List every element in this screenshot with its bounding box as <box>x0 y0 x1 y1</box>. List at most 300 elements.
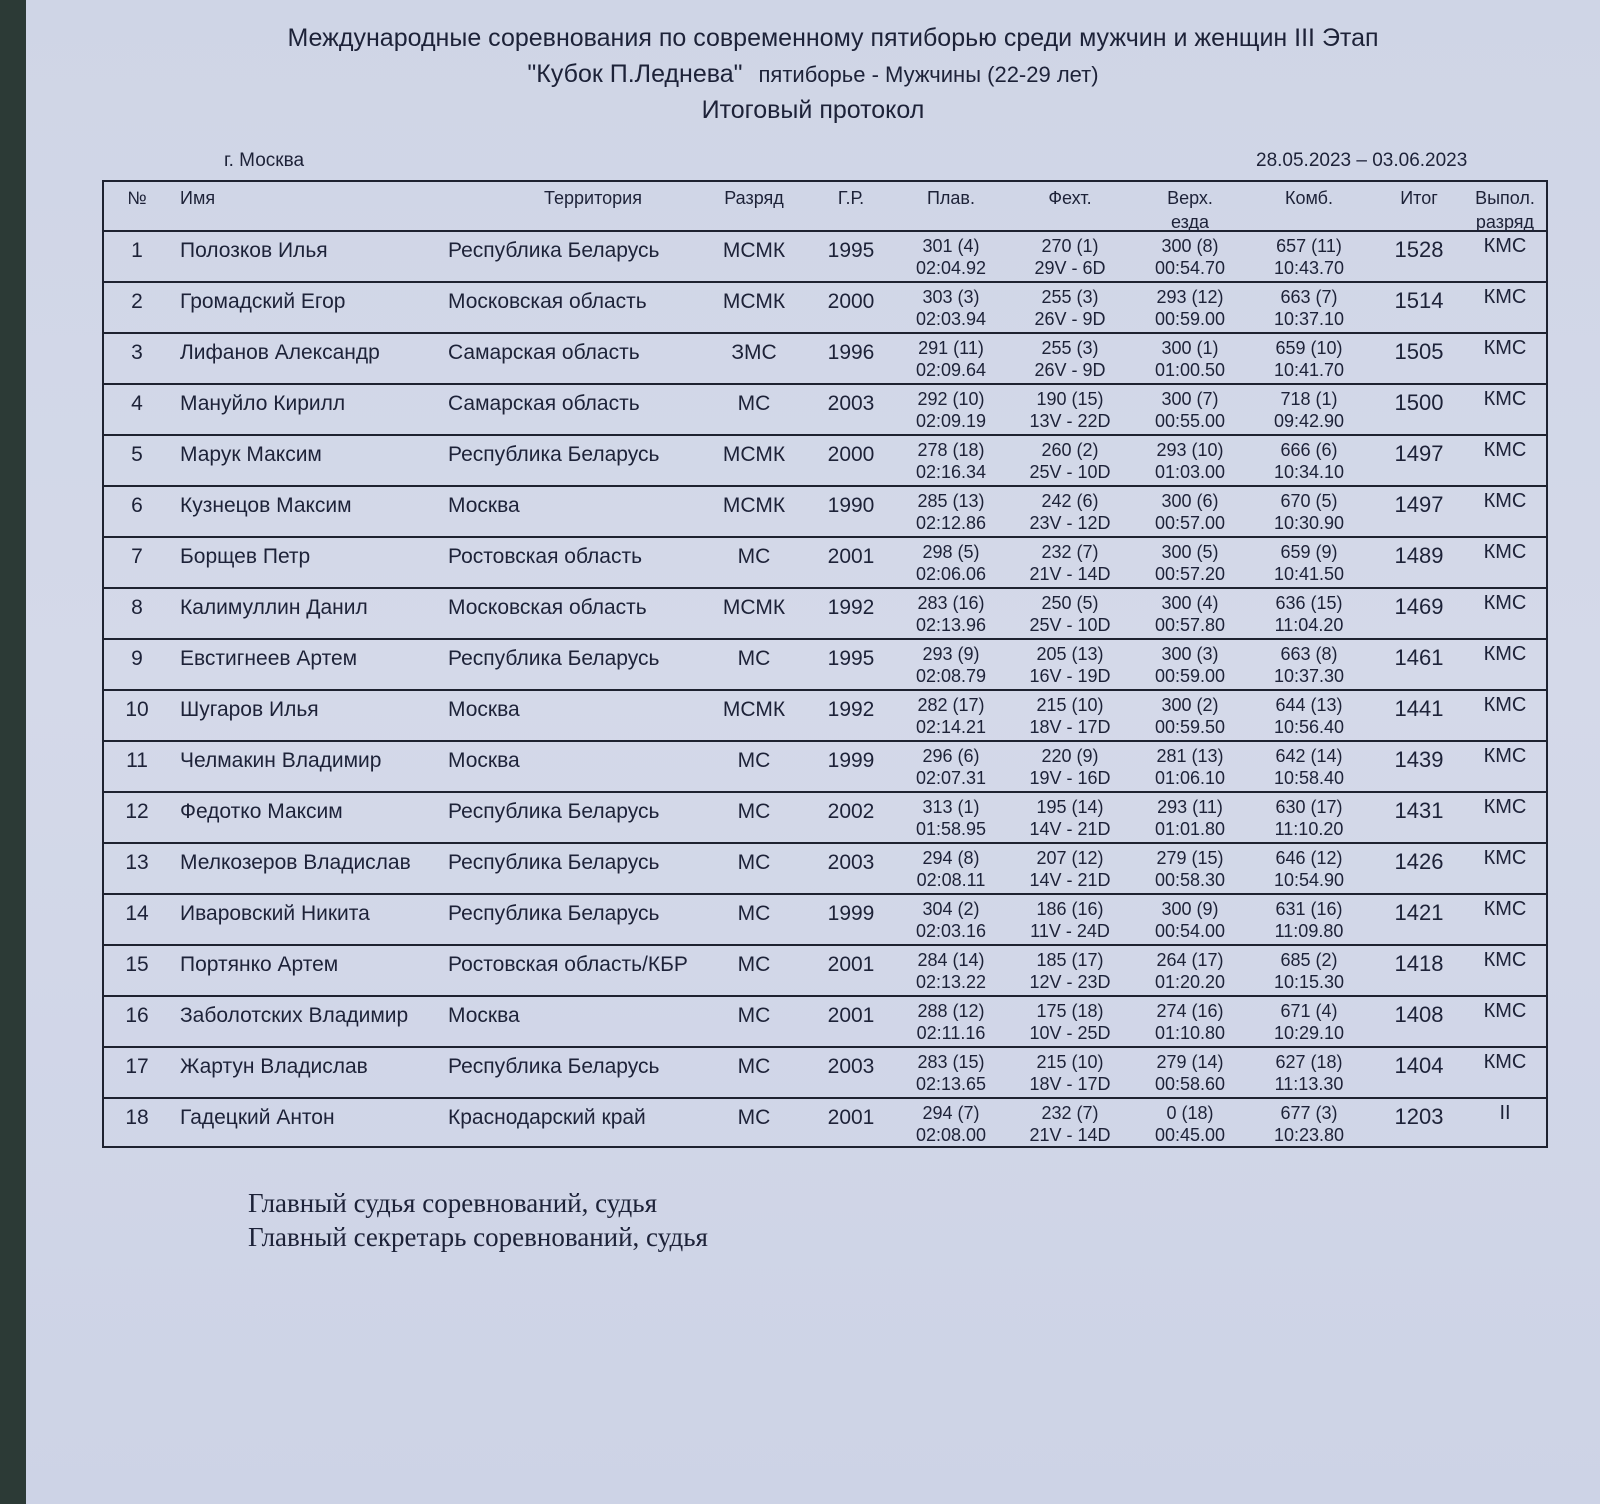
cell-num: 3 <box>131 341 143 364</box>
cell-ride <box>1130 745 1250 789</box>
cell-name: Гадецкий Антон <box>180 1106 335 1129</box>
table-row <box>104 895 1546 946</box>
cell-comb <box>1244 643 1374 687</box>
cell-fence-points: 260 (2) <box>1041 440 1099 460</box>
cell-rank: МСМК <box>722 698 786 721</box>
cell-ride-points: 300 (1) <box>1161 338 1219 358</box>
cell-ride-points: 300 (2) <box>1161 695 1219 715</box>
cell-comb <box>1244 388 1374 432</box>
cell-comb-points: 685 (2) <box>1280 950 1338 970</box>
cell-swim-points: 292 (10) <box>917 389 985 409</box>
cell-fence-result: 11V - 24D <box>1030 921 1110 941</box>
cell-swim <box>896 490 1006 534</box>
cell-fence-points: 195 (14) <box>1036 797 1104 817</box>
cell-territory: Московская область <box>448 290 647 313</box>
cell-territory: Республика Беларусь <box>448 902 660 925</box>
cell-fence-points: 215 (10) <box>1036 695 1104 715</box>
cell-comb <box>1244 1051 1374 1095</box>
protocol-sheet <box>26 0 1600 1504</box>
cell-comb-points: 670 (5) <box>1280 491 1338 511</box>
cell-swim-result: 02:09.19 <box>915 411 987 431</box>
city-label: г. Москва <box>224 150 305 171</box>
table-row <box>104 946 1546 997</box>
cell-ride-points: 300 (9) <box>1161 899 1219 919</box>
cell-grade: КМС <box>1483 643 1527 665</box>
cell-swim-points: 284 (14) <box>917 950 985 970</box>
col-grade <box>1460 186 1550 234</box>
cell-rank: МС <box>737 749 771 772</box>
cell-comb-points: 718 (1) <box>1280 389 1338 409</box>
cell-swim-result: 02:14.21 <box>915 717 987 737</box>
cell-year: 1992 <box>827 698 875 721</box>
cell-rank: МС <box>737 800 771 823</box>
cell-swim-result: 02:09.64 <box>915 360 987 380</box>
col-name: Имя <box>180 188 216 208</box>
cell-swim-result: 02:12.86 <box>915 513 987 533</box>
col-swim: Плав. <box>926 188 975 208</box>
cell-comb <box>1244 235 1374 279</box>
cell-rank: МСМК <box>722 290 786 313</box>
cell-fence <box>1010 1000 1130 1044</box>
cell-year: 1995 <box>827 239 875 262</box>
cell-swim-points: 285 (13) <box>917 491 985 511</box>
cell-rank: МСМК <box>722 239 786 262</box>
table-row <box>104 1048 1546 1099</box>
cell-ride <box>1130 235 1250 279</box>
cell-comb-result: 10:34.10 <box>1273 462 1345 482</box>
cell-comb-points: 644 (13) <box>1275 695 1343 715</box>
cell-comb-points: 659 (9) <box>1280 542 1338 562</box>
cell-swim-result: 02:07.31 <box>915 768 987 788</box>
cell-ride-points: 274 (16) <box>1156 1001 1224 1021</box>
title-competition: Международные соревнования по современному пятиборью среди мужчин и женщин III Этап <box>287 24 1379 52</box>
cell-comb <box>1244 1102 1374 1146</box>
cell-fence <box>1010 694 1130 738</box>
cell-comb-points: 659 (10) <box>1275 338 1343 358</box>
cell-rank: МС <box>737 392 771 415</box>
cell-fence-result: 14V - 21D <box>1029 819 1111 839</box>
cell-swim <box>896 439 1006 483</box>
cell-year: 2003 <box>827 1055 875 1078</box>
cell-ride <box>1130 388 1250 432</box>
cell-total: 1426 <box>1394 849 1444 874</box>
cell-swim <box>896 388 1006 432</box>
cell-num: 13 <box>125 851 149 874</box>
cell-ride-points: 300 (5) <box>1161 542 1219 562</box>
cell-comb-result: 10:58.40 <box>1273 768 1345 788</box>
cell-swim <box>896 235 1006 279</box>
table-row <box>104 487 1546 538</box>
cell-ride-points: 281 (13) <box>1156 746 1224 766</box>
cell-grade: КМС <box>1483 898 1527 920</box>
cell-year: 2001 <box>827 1004 875 1027</box>
cell-grade: КМС <box>1483 235 1527 257</box>
cell-swim <box>896 1000 1006 1044</box>
cell-year: 2000 <box>827 443 875 466</box>
cell-year: 2001 <box>827 953 875 976</box>
cup-name: "Кубок П.Леднева" <box>527 60 743 88</box>
cell-swim <box>896 949 1006 993</box>
cell-name: Федотко Максим <box>180 800 343 823</box>
cell-swim-points: 293 (9) <box>922 644 980 664</box>
cell-fence <box>1010 235 1130 279</box>
cell-territory: Республика Беларусь <box>448 647 660 670</box>
results-table <box>102 180 1548 1148</box>
cell-comb-points: 636 (15) <box>1275 593 1343 613</box>
cell-rank: МС <box>737 1055 771 1078</box>
cell-territory: Москва <box>448 1004 520 1027</box>
cell-swim <box>896 643 1006 687</box>
cell-ride <box>1130 1102 1250 1146</box>
cell-comb-points: 671 (4) <box>1280 1001 1338 1021</box>
table-header <box>104 182 1546 232</box>
cell-grade: КМС <box>1483 337 1527 359</box>
cell-swim <box>896 286 1006 330</box>
cell-year: 2000 <box>827 290 875 313</box>
cell-swim-points: 278 (18) <box>917 440 985 460</box>
cell-comb <box>1244 592 1374 636</box>
cell-name: Мелкозеров Владислав <box>180 851 411 874</box>
cell-rank: МСМК <box>722 596 786 619</box>
cell-name: Иваровский Никита <box>180 902 370 925</box>
cell-fence <box>1010 1051 1130 1095</box>
cell-name: Лифанов Александр <box>180 341 380 364</box>
cell-ride <box>1130 949 1250 993</box>
cell-total: 1439 <box>1394 747 1444 772</box>
cell-num: 7 <box>131 545 143 568</box>
cell-grade: II <box>1499 1102 1511 1124</box>
cell-name: Евстигнеев Артем <box>180 647 358 670</box>
cell-comb-points: 646 (12) <box>1275 848 1343 868</box>
cell-fence-points: 242 (6) <box>1041 491 1099 511</box>
cell-fence-result: 12V - 23D <box>1029 972 1111 992</box>
cell-total: 1497 <box>1394 492 1444 517</box>
cell-swim-points: 313 (1) <box>922 797 980 817</box>
cell-year: 2001 <box>827 1106 875 1129</box>
cell-comb <box>1244 337 1374 381</box>
col-ride-line1: Верх. <box>1167 188 1213 208</box>
table-row <box>104 742 1546 793</box>
cell-grade: КМС <box>1483 1000 1527 1022</box>
cell-grade: КМС <box>1483 694 1527 716</box>
cell-territory: Ростовская область/КБР <box>448 953 688 976</box>
chief-secretary-line: Главный секретарь соревнований, судья <box>248 1222 708 1252</box>
cell-fence-result: 26V - 9D <box>1034 309 1106 329</box>
cell-comb-points: 627 (18) <box>1275 1052 1343 1072</box>
cell-ride-points: 300 (6) <box>1161 491 1219 511</box>
cell-year: 1995 <box>827 647 875 670</box>
cell-total: 1404 <box>1394 1053 1444 1078</box>
col-grade-line1: Выпол. <box>1475 188 1535 208</box>
cell-ride-points: 264 (17) <box>1156 950 1224 970</box>
cell-total: 1408 <box>1394 1002 1444 1027</box>
cell-fence <box>1010 745 1130 789</box>
col-fence: Фехт. <box>1048 188 1092 208</box>
col-ride-line2: езда <box>1171 212 1209 232</box>
cell-ride-result: 00:57.20 <box>1154 564 1226 584</box>
cell-comb-result: 11:09.80 <box>1274 921 1344 941</box>
col-rank: Разряд <box>724 188 784 208</box>
cell-total: 1500 <box>1394 390 1444 415</box>
cell-comb-result: 11:10.20 <box>1274 819 1344 839</box>
cell-swim-points: 298 (5) <box>922 542 980 562</box>
table-row <box>104 640 1546 691</box>
cell-swim-points: 291 (11) <box>918 338 984 358</box>
cell-fence-result: 19V - 16D <box>1029 768 1111 788</box>
cell-fence <box>1010 796 1130 840</box>
cell-total: 1497 <box>1394 441 1444 466</box>
cell-swim <box>896 745 1006 789</box>
cell-year: 1999 <box>827 749 875 772</box>
cell-fence-result: 10V - 25D <box>1029 1023 1111 1043</box>
cell-swim <box>896 694 1006 738</box>
cell-ride-points: 279 (14) <box>1156 1052 1224 1072</box>
cell-territory: Самарская область <box>448 392 640 415</box>
cell-comb <box>1244 1000 1374 1044</box>
cell-fence-points: 175 (18) <box>1036 1001 1104 1021</box>
cell-ride <box>1130 592 1250 636</box>
cell-fence-result: 18V - 17D <box>1029 1074 1111 1094</box>
cell-ride-result: 01:01.80 <box>1154 819 1226 839</box>
cell-territory: Краснодарский край <box>448 1106 646 1129</box>
cell-comb-result: 10:54.90 <box>1273 870 1345 890</box>
cell-ride-result: 00:45.00 <box>1154 1125 1226 1145</box>
cell-ride-points: 293 (12) <box>1156 287 1224 307</box>
cell-comb-result: 11:13.30 <box>1274 1074 1344 1094</box>
cell-num: 18 <box>125 1106 149 1129</box>
cell-total: 1431 <box>1394 798 1444 823</box>
cell-fence <box>1010 388 1130 432</box>
cell-grade: КМС <box>1483 592 1527 614</box>
cell-fence-result: 21V - 14D <box>1029 1125 1111 1145</box>
cell-total: 1489 <box>1394 543 1444 568</box>
cell-num: 2 <box>131 290 143 313</box>
cell-ride-result: 00:57.80 <box>1154 615 1226 635</box>
cell-comb-result: 10:23.80 <box>1273 1125 1345 1145</box>
cell-comb-result: 10:37.10 <box>1273 309 1345 329</box>
cell-territory: Ростовская область <box>448 545 643 568</box>
cell-grade: КМС <box>1483 745 1527 767</box>
cell-grade: КМС <box>1483 949 1527 971</box>
cell-swim-points: 304 (2) <box>922 899 980 919</box>
table-row <box>104 793 1546 844</box>
cell-swim-result: 02:11.16 <box>916 1023 986 1043</box>
cell-fence-points: 255 (3) <box>1041 287 1099 307</box>
cell-year: 1996 <box>827 341 875 364</box>
cell-swim-points: 283 (16) <box>917 593 985 613</box>
cell-swim-result: 02:13.22 <box>915 972 987 992</box>
cell-fence-points: 232 (7) <box>1041 1103 1099 1123</box>
cell-grade: КМС <box>1483 541 1527 563</box>
cell-num: 12 <box>125 800 149 823</box>
cell-swim-result: 02:16.34 <box>915 462 987 482</box>
cell-rank: МС <box>737 1004 771 1027</box>
category-name: пятиборье - Мужчины (22-29 лет) <box>758 62 1099 87</box>
cell-name: Марук Максим <box>180 443 322 466</box>
cell-ride-result: 00:58.60 <box>1154 1074 1226 1094</box>
cell-comb-points: 666 (6) <box>1280 440 1338 460</box>
cell-comb-points: 642 (14) <box>1275 746 1343 766</box>
cell-swim-points: 294 (7) <box>922 1103 980 1123</box>
cell-comb-points: 630 (17) <box>1275 797 1343 817</box>
cell-rank: МС <box>737 647 771 670</box>
cell-comb <box>1244 490 1374 534</box>
cell-name: Полозков Илья <box>180 239 328 262</box>
cell-fence <box>1010 643 1130 687</box>
cell-swim <box>896 847 1006 891</box>
cell-swim-result: 02:06.06 <box>915 564 987 584</box>
cell-swim <box>896 541 1006 585</box>
cell-comb <box>1244 694 1374 738</box>
col-ride <box>1130 186 1250 234</box>
cell-num: 6 <box>131 494 143 517</box>
cell-fence-result: 25V - 10D <box>1029 462 1111 482</box>
cell-comb-result: 10:41.50 <box>1273 564 1345 584</box>
cell-fence-result: 25V - 10D <box>1029 615 1111 635</box>
chief-judge-line: Главный судья соревнований, судья <box>248 1188 658 1218</box>
cell-ride <box>1130 847 1250 891</box>
cell-fence-result: 16V - 19D <box>1029 666 1111 686</box>
cell-comb-points: 663 (7) <box>1280 287 1338 307</box>
cell-comb-result: 10:30.90 <box>1273 513 1345 533</box>
cell-num: 8 <box>131 596 143 619</box>
cell-swim <box>896 592 1006 636</box>
cell-ride-points: 300 (8) <box>1161 236 1219 256</box>
cell-fence-result: 26V - 9D <box>1034 360 1106 380</box>
cell-fence <box>1010 439 1130 483</box>
cell-grade: КМС <box>1483 1051 1527 1073</box>
cell-ride-result: 00:54.00 <box>1154 921 1226 941</box>
cell-comb <box>1244 847 1374 891</box>
cell-ride-result: 00:58.30 <box>1154 870 1226 890</box>
cell-comb-points: 663 (8) <box>1280 644 1338 664</box>
cell-num: 17 <box>125 1055 149 1078</box>
cell-territory: Республика Беларусь <box>448 800 660 823</box>
cell-ride-points: 0 (18) <box>1166 1103 1214 1123</box>
cell-ride-result: 01:00.50 <box>1154 360 1226 380</box>
cell-grade: КМС <box>1483 439 1527 461</box>
cell-num: 16 <box>125 1004 149 1027</box>
cell-grade: КМС <box>1483 388 1527 410</box>
cell-ride-points: 293 (11) <box>1157 797 1223 817</box>
cell-fence <box>1010 337 1130 381</box>
cell-ride <box>1130 439 1250 483</box>
cell-fence <box>1010 847 1130 891</box>
col-total: Итог <box>1400 188 1438 208</box>
cell-name: Борщев Петр <box>180 545 311 568</box>
cell-swim-points: 283 (15) <box>917 1052 985 1072</box>
col-comb: Комб. <box>1285 188 1333 208</box>
cell-swim <box>896 1102 1006 1146</box>
cell-ride-result: 01:06.10 <box>1154 768 1226 788</box>
cell-rank: МС <box>737 1106 771 1129</box>
table-row <box>104 334 1546 385</box>
table-row <box>104 1099 1546 1150</box>
cell-swim-result: 02:03.16 <box>915 921 987 941</box>
cell-year: 1992 <box>827 596 875 619</box>
cell-year: 1990 <box>827 494 875 517</box>
cell-ride-result: 00:59.00 <box>1154 309 1226 329</box>
cell-num: 14 <box>125 902 149 925</box>
cell-rank: ЗМС <box>731 341 777 364</box>
cell-ride-result: 01:20.20 <box>1154 972 1226 992</box>
cell-num: 5 <box>131 443 143 466</box>
cell-comb-result: 10:41.70 <box>1273 360 1345 380</box>
cell-year: 2003 <box>827 392 875 415</box>
cell-year: 2003 <box>827 851 875 874</box>
cell-comb-points: 657 (11) <box>1276 236 1342 256</box>
table-row <box>104 436 1546 487</box>
cell-total: 1461 <box>1394 645 1444 670</box>
cell-grade: КМС <box>1483 286 1527 308</box>
cell-total: 1441 <box>1394 696 1444 721</box>
cell-fence-result: 18V - 17D <box>1029 717 1111 737</box>
cell-comb <box>1244 286 1374 330</box>
cell-ride <box>1130 796 1250 840</box>
cell-comb <box>1244 949 1374 993</box>
cell-ride-result: 00:59.00 <box>1154 666 1226 686</box>
cell-swim-result: 02:08.00 <box>915 1125 987 1145</box>
table-row <box>104 283 1546 334</box>
table-row <box>104 997 1546 1048</box>
cell-fence-points: 215 (10) <box>1036 1052 1104 1072</box>
cell-num: 10 <box>125 698 149 721</box>
cell-ride <box>1130 1000 1250 1044</box>
cell-fence-points: 205 (13) <box>1036 644 1104 664</box>
cell-swim-points: 303 (3) <box>922 287 980 307</box>
cell-territory: Республика Беларусь <box>448 443 660 466</box>
cell-ride-points: 300 (4) <box>1161 593 1219 613</box>
cell-ride <box>1130 337 1250 381</box>
cell-rank: МС <box>737 851 771 874</box>
cell-name: Челмакин Владимир <box>180 749 382 772</box>
cell-swim <box>896 337 1006 381</box>
cell-num: 9 <box>131 647 143 670</box>
cell-year: 2002 <box>827 800 875 823</box>
table-row <box>104 538 1546 589</box>
cell-comb-points: 631 (16) <box>1275 899 1343 919</box>
cell-fence-points: 255 (3) <box>1041 338 1099 358</box>
cell-territory: Республика Беларусь <box>448 239 660 262</box>
cell-grade: КМС <box>1483 847 1527 869</box>
cell-ride-result: 01:03.00 <box>1154 462 1226 482</box>
cell-name: Заболотских Владимир <box>180 1004 409 1027</box>
cell-name: Кузнецов Максим <box>180 494 352 517</box>
cell-year: 2001 <box>827 545 875 568</box>
cell-total: 1418 <box>1394 951 1444 976</box>
cell-num: 4 <box>131 392 143 415</box>
col-territory: Территория <box>544 188 642 208</box>
cell-num: 11 <box>126 749 148 772</box>
table-row <box>104 232 1546 283</box>
cell-territory: Москва <box>448 749 520 772</box>
cell-fence <box>1010 949 1130 993</box>
col-year: Г.Р. <box>837 188 865 208</box>
cell-comb-result: 10:15.30 <box>1273 972 1345 992</box>
cell-name: Громадский Егор <box>180 290 346 313</box>
cell-total: 1469 <box>1394 594 1444 619</box>
cell-swim-points: 288 (12) <box>917 1001 985 1021</box>
table-row <box>104 589 1546 640</box>
cell-comb <box>1244 898 1374 942</box>
cell-comb <box>1244 796 1374 840</box>
cell-ride <box>1130 643 1250 687</box>
cell-ride <box>1130 490 1250 534</box>
cell-ride-points: 300 (3) <box>1161 644 1219 664</box>
table-row <box>104 844 1546 895</box>
cell-rank: МСМК <box>722 443 786 466</box>
cell-fence-points: 185 (17) <box>1036 950 1104 970</box>
